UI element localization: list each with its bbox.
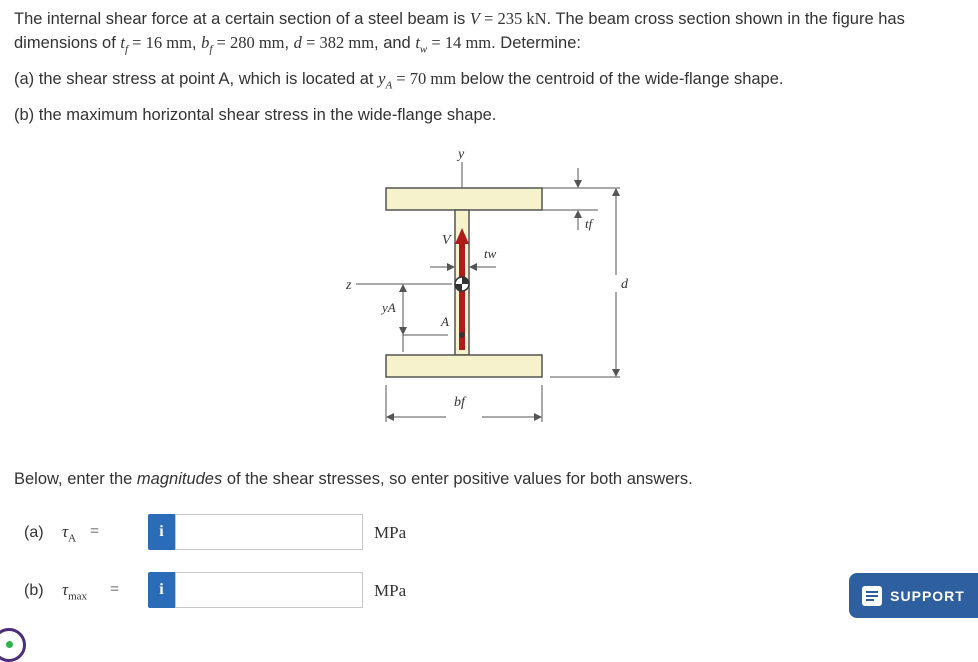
tau-max-symbol — [62, 580, 87, 602]
unit-label: MPa — [374, 581, 407, 600]
equals-sign: = — [479, 9, 498, 28]
tau-glyph: τ — [62, 580, 69, 599]
tf-symbol: t — [120, 33, 125, 52]
equals-sign: = — [110, 581, 120, 598]
emphasized-text: magnitudes — [136, 470, 223, 488]
info-button[interactable]: i — [148, 572, 175, 608]
v-label: V — [442, 233, 451, 248]
beam-cross-section-figure — [328, 140, 648, 430]
ya-subscript: A — [385, 79, 393, 92]
text-segment: , — [284, 34, 294, 52]
text-segment: , and — [374, 34, 416, 52]
online-status-dot — [6, 641, 13, 648]
text-segment: . Determine: — [491, 34, 581, 52]
text-segment: of the shear stresses, so enter positive values for both answers. — [222, 470, 693, 488]
text-segment: (a) the shear stress at point A, which is located at — [14, 70, 379, 88]
text-segment: The internal shear force at a certain section of a steel beam is — [14, 10, 470, 28]
equals-sign: = — [128, 33, 146, 52]
answer-instructions — [14, 468, 693, 491]
part-label: (a) — [24, 524, 44, 541]
bf-label: bf — [454, 395, 465, 410]
equals-sign: = — [392, 69, 410, 88]
text-segment: . The beam cross section shown in the figure has dimensions of — [14, 10, 905, 52]
info-button[interactable]: i — [148, 514, 175, 550]
tw-symbol: t — [415, 33, 420, 52]
z-axis-label: z — [346, 278, 352, 293]
problem-statement — [14, 7, 964, 61]
d-value: 382 mm — [319, 33, 375, 52]
message-icon — [862, 586, 882, 606]
tau-a-input[interactable] — [175, 514, 363, 550]
bf-value: 280 mm — [229, 33, 285, 52]
unit-label: MPa — [374, 523, 407, 542]
bf-subscript: f — [209, 43, 213, 56]
bottom-flange — [386, 355, 542, 377]
point-a-label: A — [441, 314, 449, 329]
equals-sign: = — [301, 33, 320, 52]
tau-a-symbol — [62, 522, 76, 544]
text-segment: below the centroid of the wide-flange shape. — [456, 70, 784, 88]
equals-sign: = — [427, 33, 445, 52]
support-label: SUPPORT — [890, 587, 965, 604]
part-label: (b) — [24, 582, 44, 599]
top-flange — [386, 188, 542, 210]
equals-sign: = — [212, 33, 230, 52]
answer-row-b — [24, 572, 444, 608]
tau-subscript: A — [68, 532, 77, 545]
tw-value: 14 mm — [444, 33, 492, 52]
text-segment: , — [191, 34, 202, 52]
shear-force-value: 235 kN — [497, 9, 547, 28]
d-label: d — [621, 277, 628, 292]
d-symbol: d — [293, 33, 302, 52]
answer-row-a — [24, 514, 444, 550]
support-button[interactable] — [849, 573, 978, 618]
equals-sign: = — [90, 523, 100, 540]
tw-subscript: w — [419, 43, 428, 56]
avatar[interactable] — [0, 628, 26, 662]
ya-symbol: y — [378, 69, 386, 88]
text-segment: Below, enter the — [14, 470, 137, 488]
part-b-statement: (b) the maximum horizontal shear stress in the wide-flange shape. — [14, 106, 497, 124]
tf-label: tf — [585, 216, 593, 231]
bf-symbol: b — [201, 33, 210, 52]
ya-value: 70 mm — [409, 69, 457, 88]
tf-subscript: f — [124, 43, 129, 56]
tau-max-input[interactable] — [175, 572, 363, 608]
part-a-statement — [14, 67, 784, 97]
ya-label: yA — [382, 300, 396, 315]
shear-force-symbol: V — [469, 9, 480, 28]
tw-label: tw — [484, 246, 497, 261]
point-a-marker — [459, 332, 465, 338]
tau-glyph: τ — [62, 522, 69, 541]
tf-value: 16 mm — [145, 33, 192, 52]
y-axis-label: y — [458, 147, 465, 162]
tau-subscript: max — [68, 590, 88, 603]
